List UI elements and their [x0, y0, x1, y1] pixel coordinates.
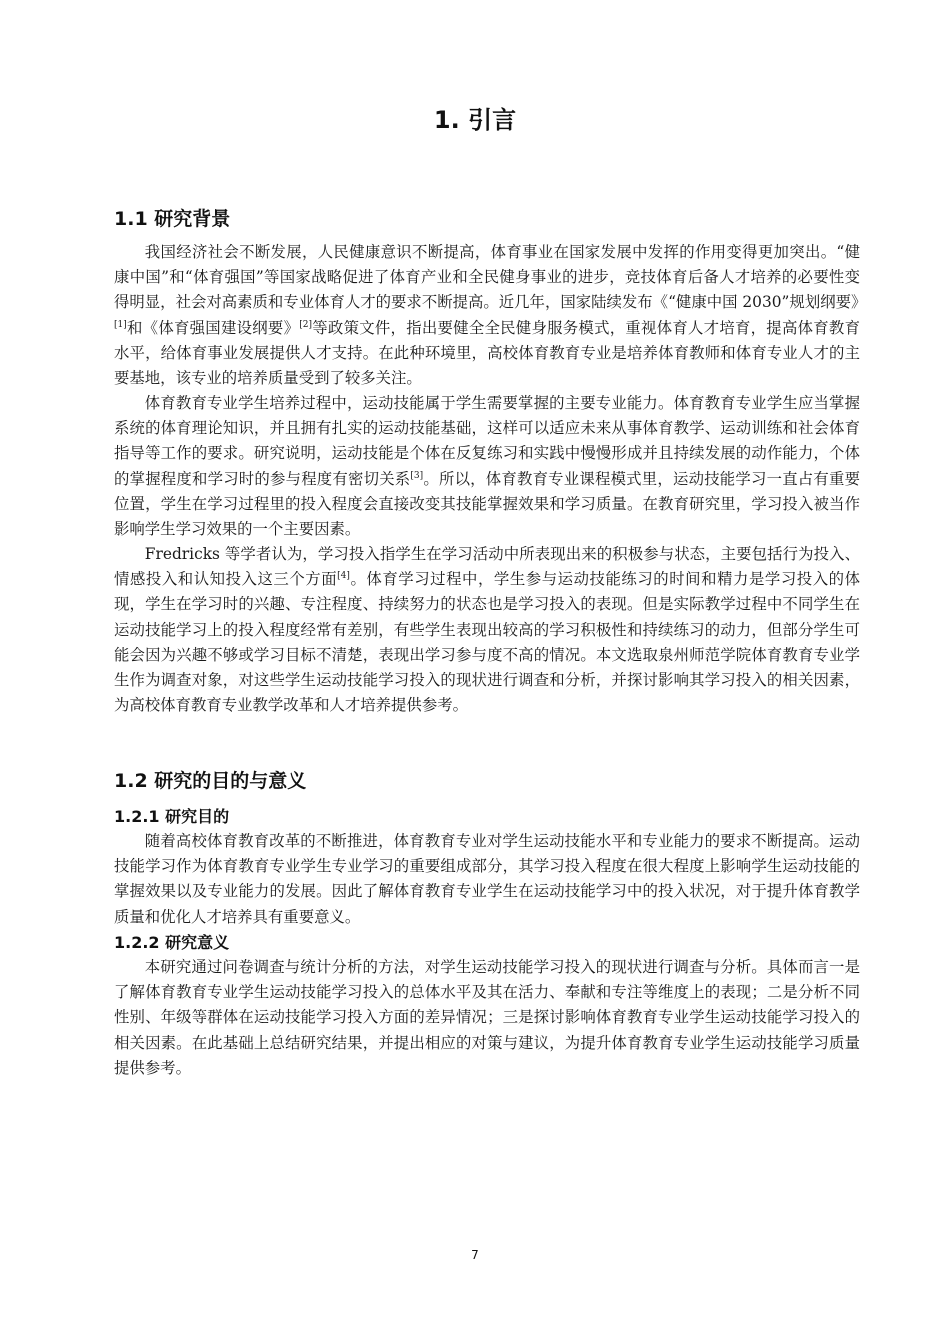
paragraph-background-2	[114, 391, 860, 542]
paragraph-text: 。体育学习过程中，学生参与运动技能练习的时间和精力是学习投入的体现，学生在学习时的兴趣、专注程度、持续努力的状态也是学习投入的表现。但是实际教学过程中不同学生在运动技能学习上的投入程度经常有差别，有些学生表现出较高的学习积极性和持续练习的动力，但部分学生可能会因为兴趣不够或学习目标不清楚，表现出学习参与度不高的情况。本文选取泉州师范学院体育教育专业学生作为调查对象，对这些学生运动技能学习投入的现状进行调查和分析，并探讨影响其学习投入的相关因素，为高校体育教育专业教学改革和人才培养提供参考。	[114, 570, 860, 715]
paragraph-text: Fredricks 等学者认为，学习投入指学生在学习活动中所表现出来的积极参与状态，主要包括行为投入、情感投入和认知投入这三个方面	[114, 545, 860, 589]
page-number: 7	[471, 1248, 479, 1262]
paragraph-purpose: 随着高校体育教育改革的不断推进，体育教育专业对学生运动技能水平和专业能力的要求不断提高。运动技能学习作为体育教育专业学生专业学习的重要组成部分，其学习投入程度在很大程度上影响学生运动技能的掌握效果以及专业能力的发展。因此了解体育教育专业学生在运动技能学习中的投入状况，对于提升体育教学质量和优化人才培养具有重要意义。	[114, 832, 860, 926]
paragraph-text: 体育教育专业学生培养过程中，运动技能属于学生需要掌握的主要专业能力。体育教育专业学生应当掌握系统的体育理论知识，并且拥有扎实的运动技能基础，这样可以适应未来从事体育教学、运动训练和社会体育指导等工作的要求。研究说明，运动技能是个体在反复练习和实践中慢慢形成并且持续发展的动作能力，个体的掌握程度和学习时的参与程度有密切关系	[114, 394, 860, 488]
paragraph-background-1	[114, 240, 867, 391]
citation-ref-4: [4]	[337, 571, 350, 582]
subsection-heading-significance: 1.2.2 研究意义	[114, 933, 230, 952]
subsection-heading-purpose: 1.2.1 研究目的	[114, 807, 230, 826]
citation-ref-3: [3]	[410, 470, 424, 481]
paragraph-background-3	[114, 542, 860, 718]
paragraph-text: 。所以，体育教育专业课程模式里，运动技能学习一直占有重要位置，学生在学习过程里的投入程度会直接改变其技能掌握效果和学习质量。在教育研究里，学习投入被当作影响学生学习效果的一个主要因素。	[114, 469, 860, 539]
paragraph-text: 和《体育强国建设纲要》	[126, 318, 300, 337]
citation-ref-1: [1]	[114, 319, 127, 330]
section-heading-purpose-significance: 1.2 研究的目的与意义	[114, 770, 307, 792]
paragraph-significance: 本研究通过问卷调查与统计分析的方法，对学生运动技能学习投入的现状进行调查与分析。具体而言一是了解体育教育专业学生运动技能学习投入的总体水平及其在活力、奉献和专注等维度上的表现；二是分析不同性别、年级等群体在运动技能学习投入方面的差异情况；三是探讨影响体育教育专业学生运动技能学习投入的相关因素。在此基础上总结研究结果，并提出相应的对策与建议，为提升体育教育专业学生运动技能学习质量提供参考。	[114, 958, 860, 1077]
paragraph-text: 等政策文件，指出要健全全民健身服务模式，重视体育人才培育，提高体育教育水平，给体育事业发展提供人才支持。在此种环境里，高校体育教育专业是培养体育教师和体育专业人才的主要基地，该专业的培养质量受到了较多关注。	[114, 318, 860, 388]
section-heading-background: 1.1 研究背景	[114, 208, 231, 230]
paragraph-text: 我国经济社会不断发展，人民健康意识不断提高，体育事业在国家发展中发挥的作用变得更加突出。“健康中国”和“体育强国”等国家战略促进了体育产业和全民健身事业的进步，竞技体育后备人才培养的必要性变得明显，社会对高素质和专业体育人才的要求不断提高。近几年，国家陆续发布《“健康中国 2030”规划纲要》	[114, 243, 867, 312]
citation-ref-2: [2]	[299, 319, 312, 330]
chapter-title: 1. 引言	[433, 106, 517, 134]
